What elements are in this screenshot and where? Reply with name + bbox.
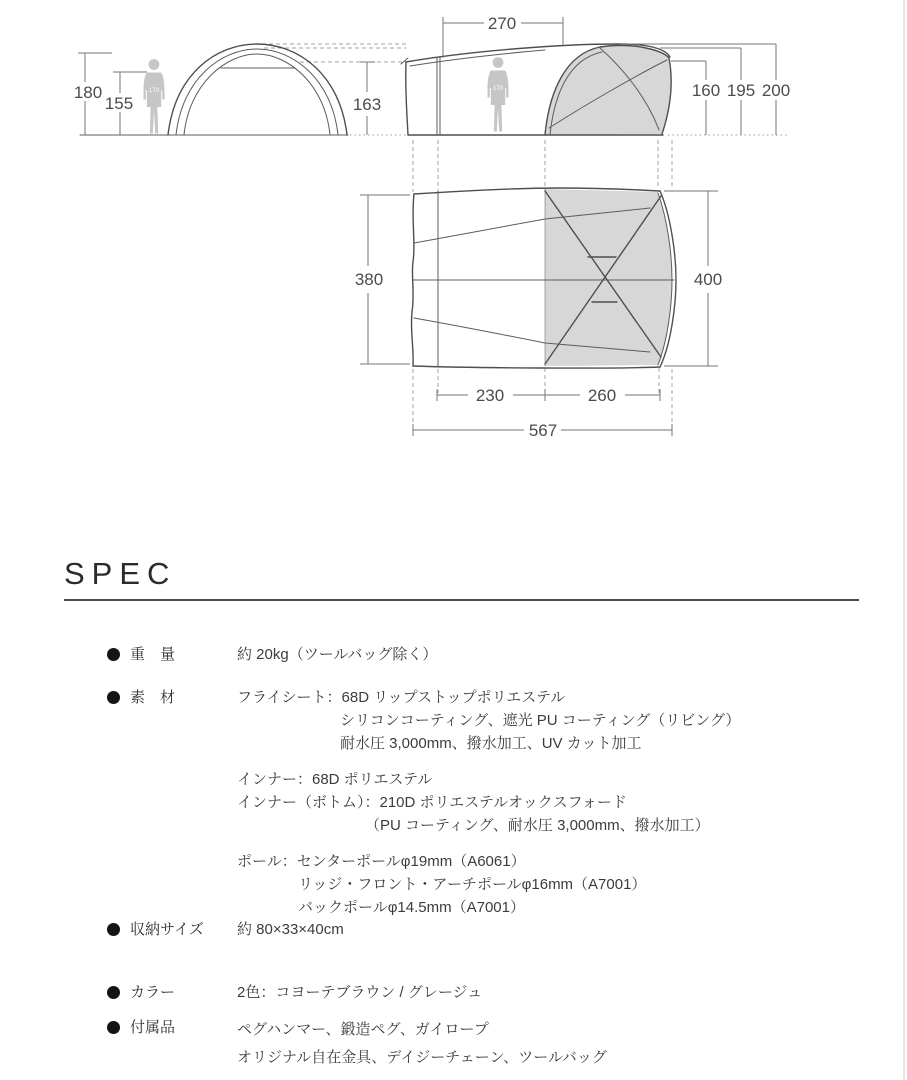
spec-row-packed-size <box>107 918 344 941</box>
side-view-shaded-bedroom <box>545 45 671 135</box>
spec-label-packed-size: 収納サイズ <box>130 921 204 938</box>
person-side <box>488 57 509 131</box>
page-right-border <box>903 0 905 1080</box>
spec-material-pole-back: バックポールφ14.5mm（A7001） <box>298 899 525 916</box>
spec-label-color: カラー <box>130 984 176 1001</box>
spec-value-packed-size: 約 80×33×40cm <box>237 921 344 938</box>
spec-value-color: 2色：コヨーテブラウン / グレージュ <box>237 984 483 1001</box>
spec-material-pole-center: ポール：センターポールφ19mm（A6061） <box>237 853 526 870</box>
side-rear-height-195: 195 <box>726 81 756 100</box>
spec-material-waterproof: 耐水圧 3,000mm、撥水加工、UV カット加工 <box>340 735 642 752</box>
side-top-width-dim <box>443 14 563 58</box>
bullet-icon <box>107 1021 120 1034</box>
plan-view-shaded-bedroom <box>545 189 672 366</box>
person-front-height-label: 170 <box>148 88 160 94</box>
spec-accessories-line1: ペグハンマー、鍛造ペグ、ガイロープ <box>237 1021 489 1038</box>
spec-heading: SPEC <box>64 556 177 591</box>
side-rear-height-200: 200 <box>761 81 791 100</box>
plan-width-front-value: 380 <box>354 270 384 289</box>
projection-lines <box>262 44 791 428</box>
front-inner-height-value: 155 <box>104 94 134 113</box>
depth-dims <box>413 386 672 440</box>
spec-label-weight: 重 量 <box>130 646 176 663</box>
spec-value-weight: 約 20kg（ツールバッグ除く） <box>237 646 438 663</box>
bullet-icon <box>107 923 120 936</box>
side-view <box>401 14 790 135</box>
spec-material-inner: インナー：68D ポリエステル <box>237 771 433 788</box>
side-rear-height-160: 160 <box>691 81 721 100</box>
plan-depth-total-value: 567 <box>528 421 558 440</box>
plan-width-rear-value: 400 <box>693 270 723 289</box>
spec-row-weight <box>107 643 437 666</box>
plan-view <box>355 188 722 368</box>
spec-row-accessories <box>107 1016 607 1072</box>
spec-material-pole-ridge: リッジ・フロント・アーチポールφ16mm（A7001） <box>298 876 647 893</box>
side-front-height-dim <box>353 62 381 135</box>
front-height-value: 180 <box>73 83 103 102</box>
spec-material-coating: シリコンコーティング、遮光 PU コーティング（リビング） <box>340 712 741 729</box>
side-front-height-value: 163 <box>352 95 382 114</box>
front-view <box>74 44 348 135</box>
bullet-icon <box>107 691 120 704</box>
front-inner-height-dim <box>105 72 147 135</box>
spec-accessories-line2: オリジナル自在金具、デイジーチェーン、ツールバッグ <box>237 1049 607 1066</box>
side-top-width-value: 270 <box>487 14 517 33</box>
spec-material-inner-bottom: インナー（ボトム）：210D ポリエステルオックスフォード <box>237 794 627 811</box>
plan-depth-bedroom-value: 260 <box>587 386 617 405</box>
spec-divider <box>64 599 859 601</box>
person-front <box>144 59 165 133</box>
tent-diagram-svg <box>0 0 907 450</box>
spec-row-color <box>107 981 482 1004</box>
spec-material-inner-coating: （PU コーティング、耐水圧 3,000mm、撥水加工） <box>365 817 710 834</box>
spec-material-flysheet: フライシート：68D リップストップポリエステル <box>237 689 566 706</box>
tent-dimension-diagram <box>0 0 907 450</box>
person-side-height-label: 170 <box>492 86 504 92</box>
plan-width-rear-dim <box>664 191 722 366</box>
spec-row-material <box>107 686 740 919</box>
bullet-icon <box>107 648 120 661</box>
plan-width-front-dim <box>355 195 410 364</box>
spec-label-accessories: 付属品 <box>130 1019 176 1036</box>
spec-label-material: 素 材 <box>130 689 176 706</box>
bullet-icon <box>107 986 120 999</box>
plan-depth-living-value: 230 <box>475 386 505 405</box>
